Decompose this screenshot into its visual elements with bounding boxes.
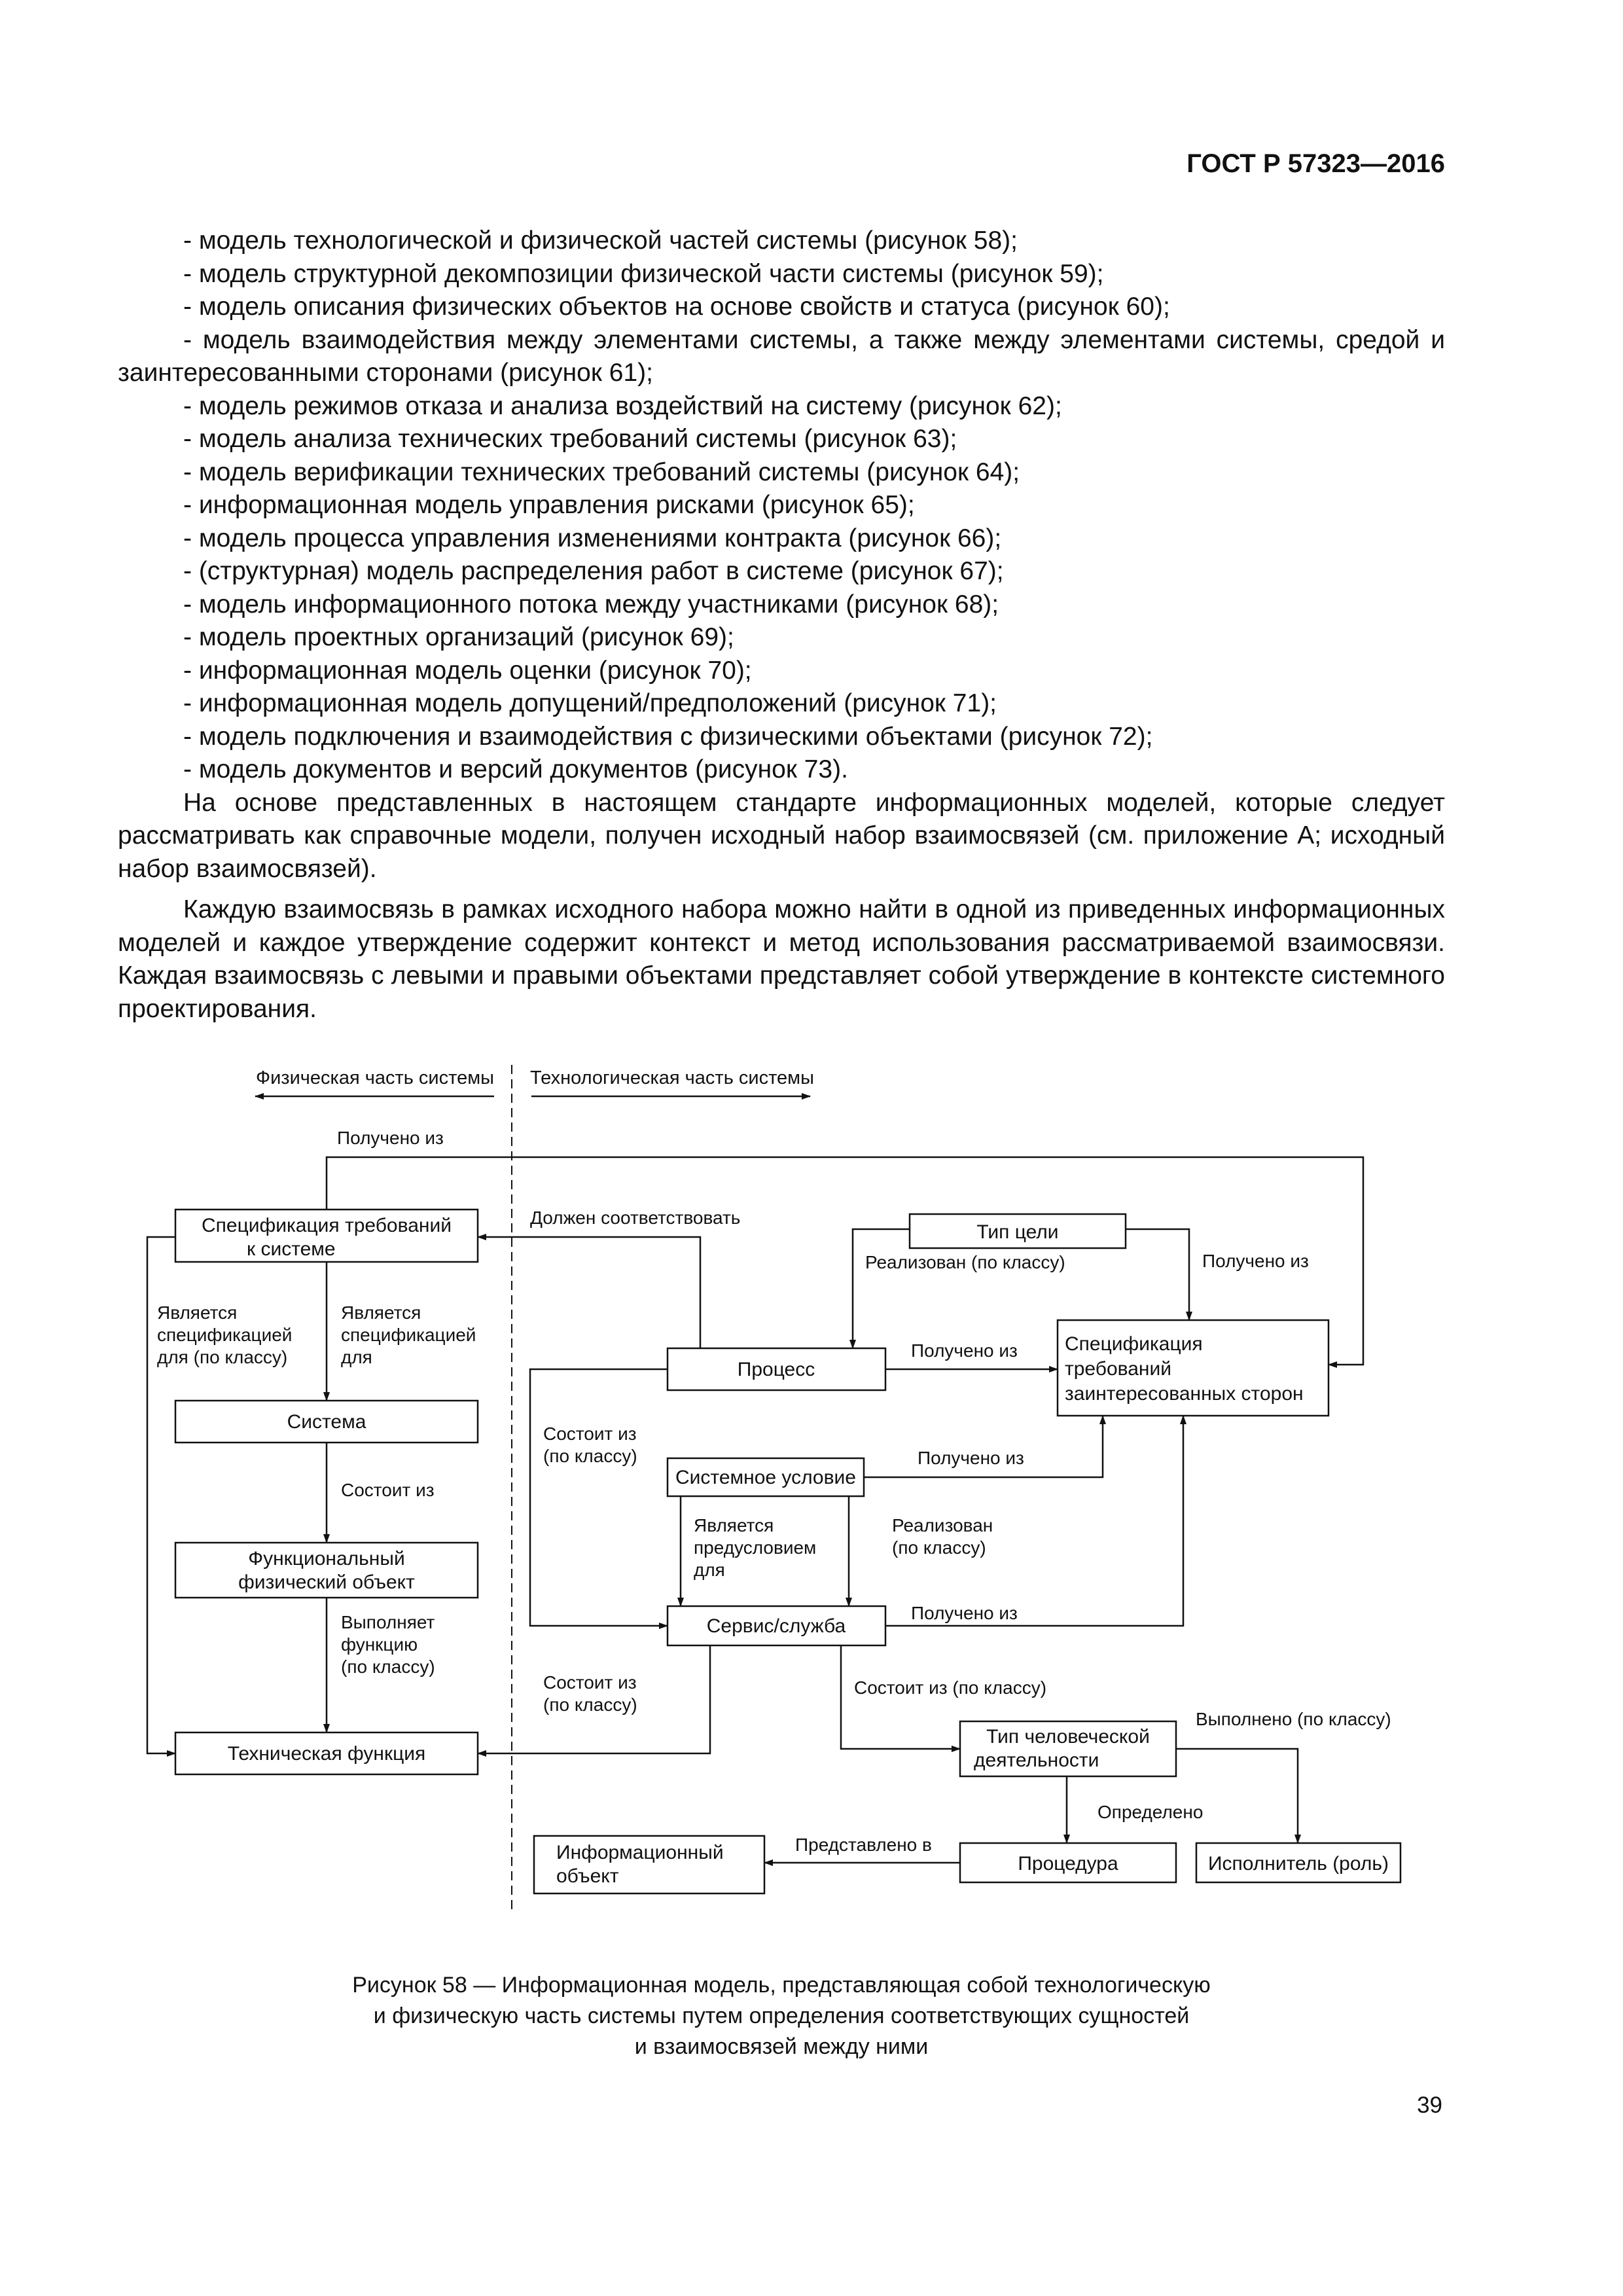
list-item: - модель структурной декомпозиции физической части системы (рисунок 59); <box>183 259 1104 288</box>
list-item: - модель верификации технических требований системы (рисунок 64); <box>183 457 1020 486</box>
list-item: - модель проектных организаций (рисунок 69); <box>183 623 734 651</box>
list-item: - модель технологической и физической частей системы (рисунок 58); <box>183 226 1018 255</box>
process-box: Процесс <box>737 1359 815 1380</box>
label-is-spec-class: Является <box>157 1302 238 1323</box>
stakeholder-spec-box: заинтересованных сторон <box>1065 1383 1304 1405</box>
label-realized: Реализован <box>892 1515 993 1535</box>
region-tech-label: Технологическая часть системы <box>530 1067 814 1088</box>
label-is-spec-class: для (по классу) <box>157 1347 288 1367</box>
figure-caption <box>118 1970 1445 2062</box>
info-object-box: объект <box>556 1865 619 1887</box>
func-obj-box: Функциональный <box>248 1548 405 1570</box>
page-number: 39 <box>1417 2092 1442 2118</box>
label-precondition: для <box>694 1560 725 1580</box>
list-item: - информационная модель допущений/предположений (рисунок 71); <box>183 689 997 717</box>
label-consists-class: (по классу) <box>543 1695 637 1715</box>
service-box: Сервис/служба <box>706 1615 846 1637</box>
list-item: - модель взаимодействия между элементами системы, а также между элементами системы, средой и заинтересованными сторонами (рисунок 61); <box>118 325 1445 387</box>
information-model-diagram <box>118 1047 1446 1924</box>
stakeholder-spec-box: Спецификация <box>1065 1333 1203 1355</box>
list-item: - информационная модель оценки (рисунок 70); <box>183 656 752 685</box>
human-activity-box: деятельности <box>974 1749 1099 1771</box>
label-performs: (по классу) <box>341 1657 435 1677</box>
tech-func-box: Техническая функция <box>227 1743 426 1765</box>
label-represented-in: Представлено в <box>795 1835 932 1855</box>
label-consists-class: Состоит из <box>543 1424 637 1444</box>
goal-type-box: Тип цели <box>976 1221 1059 1243</box>
req-spec-box: Спецификация требований <box>202 1215 452 1236</box>
list-item: - модель процесса управления изменениями контракта (рисунок 66); <box>183 524 1002 552</box>
list-item: - (структурная) модель распределения работ в системе (рисунок 67); <box>183 557 1004 585</box>
req-spec-box: к системе <box>247 1238 336 1260</box>
label-is-spec-class: спецификацией <box>157 1325 293 1345</box>
list-item: - модель анализа технических требований системы (рисунок 63); <box>183 425 957 453</box>
list-item: - информационная модель управления рисками (рисунок 65); <box>183 491 915 519</box>
info-object-box: Информационный <box>556 1842 724 1863</box>
label-precondition: Является <box>694 1515 774 1535</box>
figure-58 <box>118 1047 1446 1924</box>
list-item: - модель подключения и взаимодействия с физическими объектами (рисунок 72); <box>183 722 1153 751</box>
label-consists-class: Состоит из (по классу) <box>854 1677 1047 1698</box>
caption-line: Рисунок 58 — Информационная модель, представляющая собой технологическую <box>352 1973 1211 1998</box>
func-obj-box: физический объект <box>238 1571 415 1593</box>
list-item: - модель информационного потока между участниками (рисунок 68); <box>183 590 999 619</box>
stakeholder-spec-box: требований <box>1065 1358 1172 1380</box>
list-item: - модель документов и версий документов (рисунок 73). <box>183 755 848 783</box>
label-obtained-service: Получено из <box>911 1603 1018 1623</box>
body-text <box>118 224 1445 1026</box>
label-performs: Выполняет <box>341 1612 435 1632</box>
label-defined: Определено <box>1097 1802 1204 1822</box>
human-activity-box: Тип человеческой <box>986 1726 1150 1748</box>
caption-line: и физическую часть системы путем определения соответствующих сущностей <box>373 2003 1190 2028</box>
label-must-conform: Должен соответствовать <box>530 1208 741 1228</box>
sys-cond-box: Системное условие <box>675 1467 856 1488</box>
label-obtained-from: Получено из <box>337 1128 444 1148</box>
paragraph: На основе представленных в настоящем стандарте информационных моделей, которые следует рассматривать как справочные модели, получен исходный набор взаимосвязей (см. приложение А; исходный набор взаимосвязей). <box>118 788 1445 883</box>
label-realized-class: Реализован (по классу) <box>865 1252 1065 1272</box>
label-consists-class: (по классу) <box>543 1446 637 1466</box>
label-obtained-goal: Получено из <box>1202 1251 1309 1271</box>
label-is-spec: для <box>341 1347 372 1367</box>
list-item: - модель описания физических объектов на основе свойств и статуса (рисунок 60); <box>183 293 1170 321</box>
label-is-spec: Является <box>341 1302 421 1323</box>
system-box: Система <box>287 1411 366 1433</box>
caption-line: и взаимосвязей между ними <box>634 2034 929 2059</box>
performer-box: Исполнитель (роль) <box>1207 1853 1389 1874</box>
label-precondition: предусловием <box>694 1537 817 1558</box>
label-realized: (по классу) <box>892 1537 986 1558</box>
label-consists-class: Состоит из <box>543 1672 637 1693</box>
document-header: ГОСТ Р 57323—2016 <box>1186 149 1445 178</box>
label-performs: функцию <box>341 1634 418 1655</box>
list-item: - модель режимов отказа и анализа воздействий на систему (рисунок 62); <box>183 391 1062 420</box>
label-consists-of: Состоит из <box>341 1480 435 1500</box>
label-obtained-cond: Получено из <box>918 1448 1024 1468</box>
label-performed-class: Выполнено (по классу) <box>1196 1709 1391 1729</box>
label-obtained-process: Получено из <box>911 1340 1018 1361</box>
procedure-box: Процедура <box>1018 1853 1118 1874</box>
region-physical-label: Физическая часть системы <box>256 1067 494 1088</box>
label-is-spec: спецификацией <box>341 1325 476 1345</box>
paragraph: Каждую взаимосвязь в рамках исходного набора можно найти в одной из приведенных информационных моделей и каждое утверждение содержит контекст и метод использования рассматриваемой взаимосвязи. Каждая взаимосвязь с левыми и правыми объектами представляет собой утверждение в контексте системного проектирования. <box>118 895 1445 1023</box>
